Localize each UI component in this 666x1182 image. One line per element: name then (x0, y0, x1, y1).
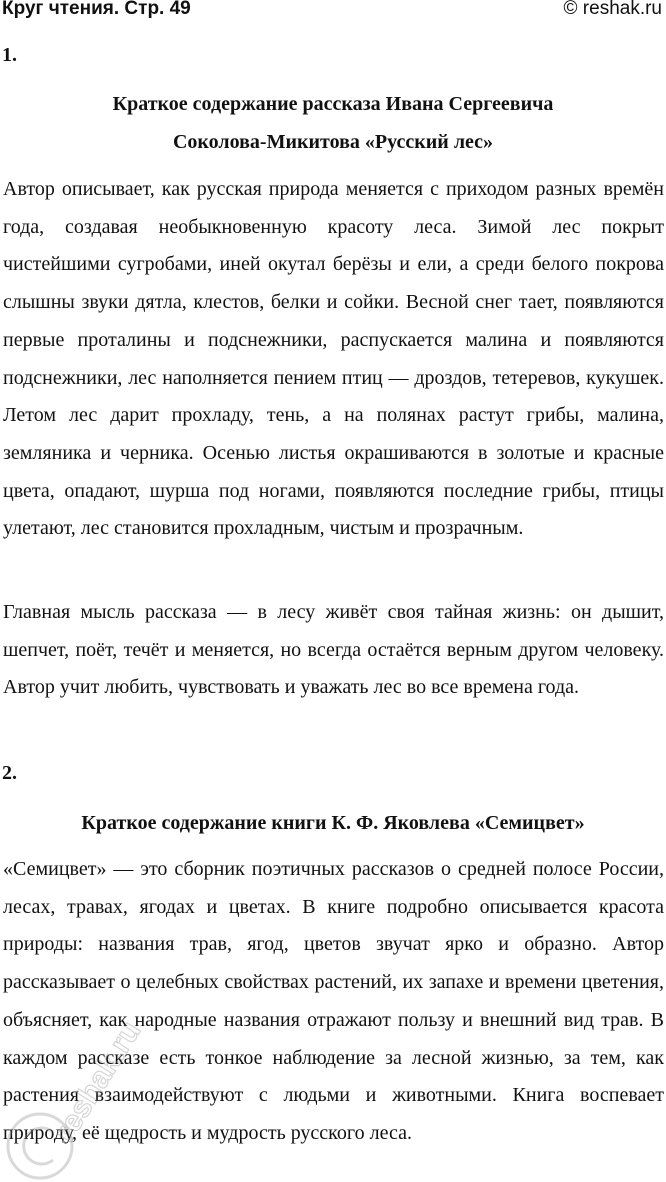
section-2-paragraph-1: «Семицвет» — это сборник поэтичных рассказов о средней полосе России, лесах, травах, ягодах и цветах. В книге подробно описывается красота природы: названия трав, ягод, цветов звучат ярко и образно. Автор рассказывает о целебных свойствах растений, их запахе и времени цветения, объясняет, как народные названия отражают пользу и внешний вид трав. В каждом рассказе есть тонкое наблюдение за лесной жизнью, за тем, как растения взаимодействуют с людьми и животными. Книга воспевает природу, её щедрость и мудрость русского леса. (3, 858, 664, 1144)
section-2-number: 2. (2, 762, 17, 784)
section-1-paragraph-1: Автор описывает, как русская природа меняется с приходом разных времён года, создавая необыкновенную красоту леса. Зимой лес покрыт чистейшими сугробами, иней окутал берёзы и ели, а среди белого покрова слышны звуки дятла, клестов, белки и сойки. Весной снег тает, появляются первые проталины и подснежники, распускается малина и появляются подснежники, лес наполняется пением птиц — дроздов, тетеревов, кукушек. Летом лес дарит прохладу, тень, а на полянах растут грибы, малина, земляника и черника. Осенью листья окрашиваются в золотые и красные цвета, опадают, шурша под ногами, появляются последние грибы, птицы улетают, лес становится прохладным, чистым и прозрачным. (3, 178, 664, 540)
page-header (0, 0, 666, 26)
section-1-paragraph-2: Главная мысль рассказа — в лесу живёт своя тайная жизнь: он дышит, шепчет, поёт, течёт и меняется, но всегда остаётся верным другом человеку. Автор учит любить, чувствовать и уважать лес во все времена года. (3, 601, 664, 699)
section-2-title: Краткое содержание книги К. Ф. Яковлева «Семицвет» (81, 812, 585, 834)
page-header-copyright: © reshak.ru (563, 0, 662, 19)
watermark-text: reshak.ru (47, 1015, 148, 1148)
page-header-title: Круг чтения. Стр. 49 (2, 0, 191, 19)
section-1-number: 1. (2, 44, 17, 66)
section-1-title-line-2: Соколова-Микитова «Русский лес» (172, 131, 494, 153)
section-1-title-line-1: Краткое содержание рассказа Ивана Сергеевича (112, 93, 554, 115)
